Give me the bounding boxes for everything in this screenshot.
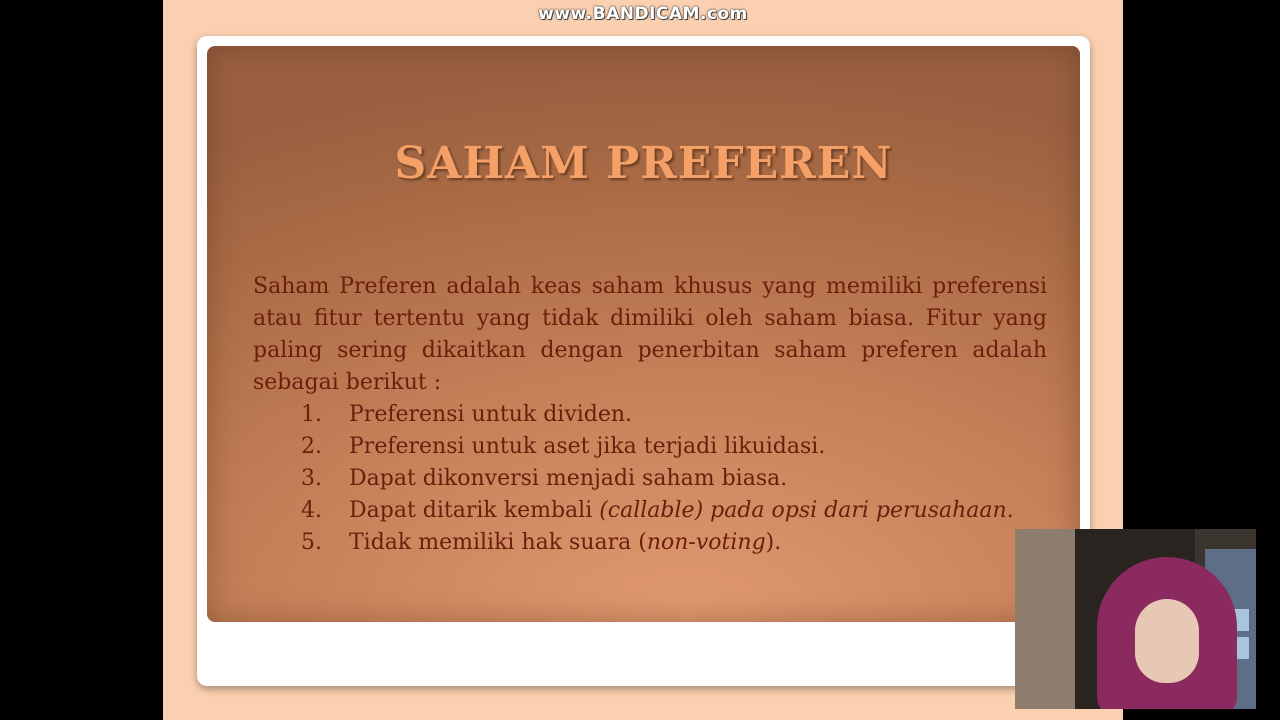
list-text-end: ). — [765, 530, 782, 555]
webcam-wall — [1015, 529, 1075, 709]
feature-list — [301, 399, 1014, 559]
slide-paragraph: Saham Preferen adalah keas saham khusus yang memiliki preferensi atau fitur tertentu yang tidak dimiliki oleh saham biasa. Fitur yang paling sering dikaitkan dengan penerbitan saham preferen adalah sebagai berikut : — [253, 274, 1047, 395]
list-text — [349, 527, 781, 559]
presenter-face — [1135, 599, 1199, 683]
list-item — [301, 495, 1014, 527]
list-text-italic: (callable) pada opsi dari perusahaan. — [599, 498, 1014, 523]
list-number: 2. — [301, 434, 322, 459]
list-text: Preferensi untuk aset jika terjadi likuidasi. — [349, 434, 826, 459]
slide-title: SAHAM PREFEREN — [394, 138, 893, 189]
list-item — [301, 431, 1014, 463]
bandicam-watermark: www.BANDICAM.com — [538, 4, 748, 24]
list-text-italic: non-voting — [646, 530, 766, 555]
list-item — [301, 527, 1014, 559]
list-number: 1. — [301, 402, 322, 427]
list-text: Dapat dikonversi menjadi saham biasa. — [349, 466, 788, 491]
list-text: Preferensi untuk dividen. — [349, 402, 633, 427]
list-item — [301, 463, 1014, 495]
slide-content-panel — [207, 46, 1080, 622]
slide-area — [163, 0, 1123, 720]
webcam-overlay — [1015, 529, 1256, 709]
list-number: 3. — [301, 466, 322, 491]
list-text-plain: Dapat ditarik kembali — [349, 498, 600, 523]
list-text-plain: Tidak memiliki hak suara ( — [349, 530, 647, 555]
slide-frame — [197, 36, 1090, 686]
list-number: 4. — [301, 498, 322, 523]
list-item — [301, 399, 1014, 431]
list-text — [349, 495, 1014, 527]
list-number: 5. — [301, 530, 322, 555]
